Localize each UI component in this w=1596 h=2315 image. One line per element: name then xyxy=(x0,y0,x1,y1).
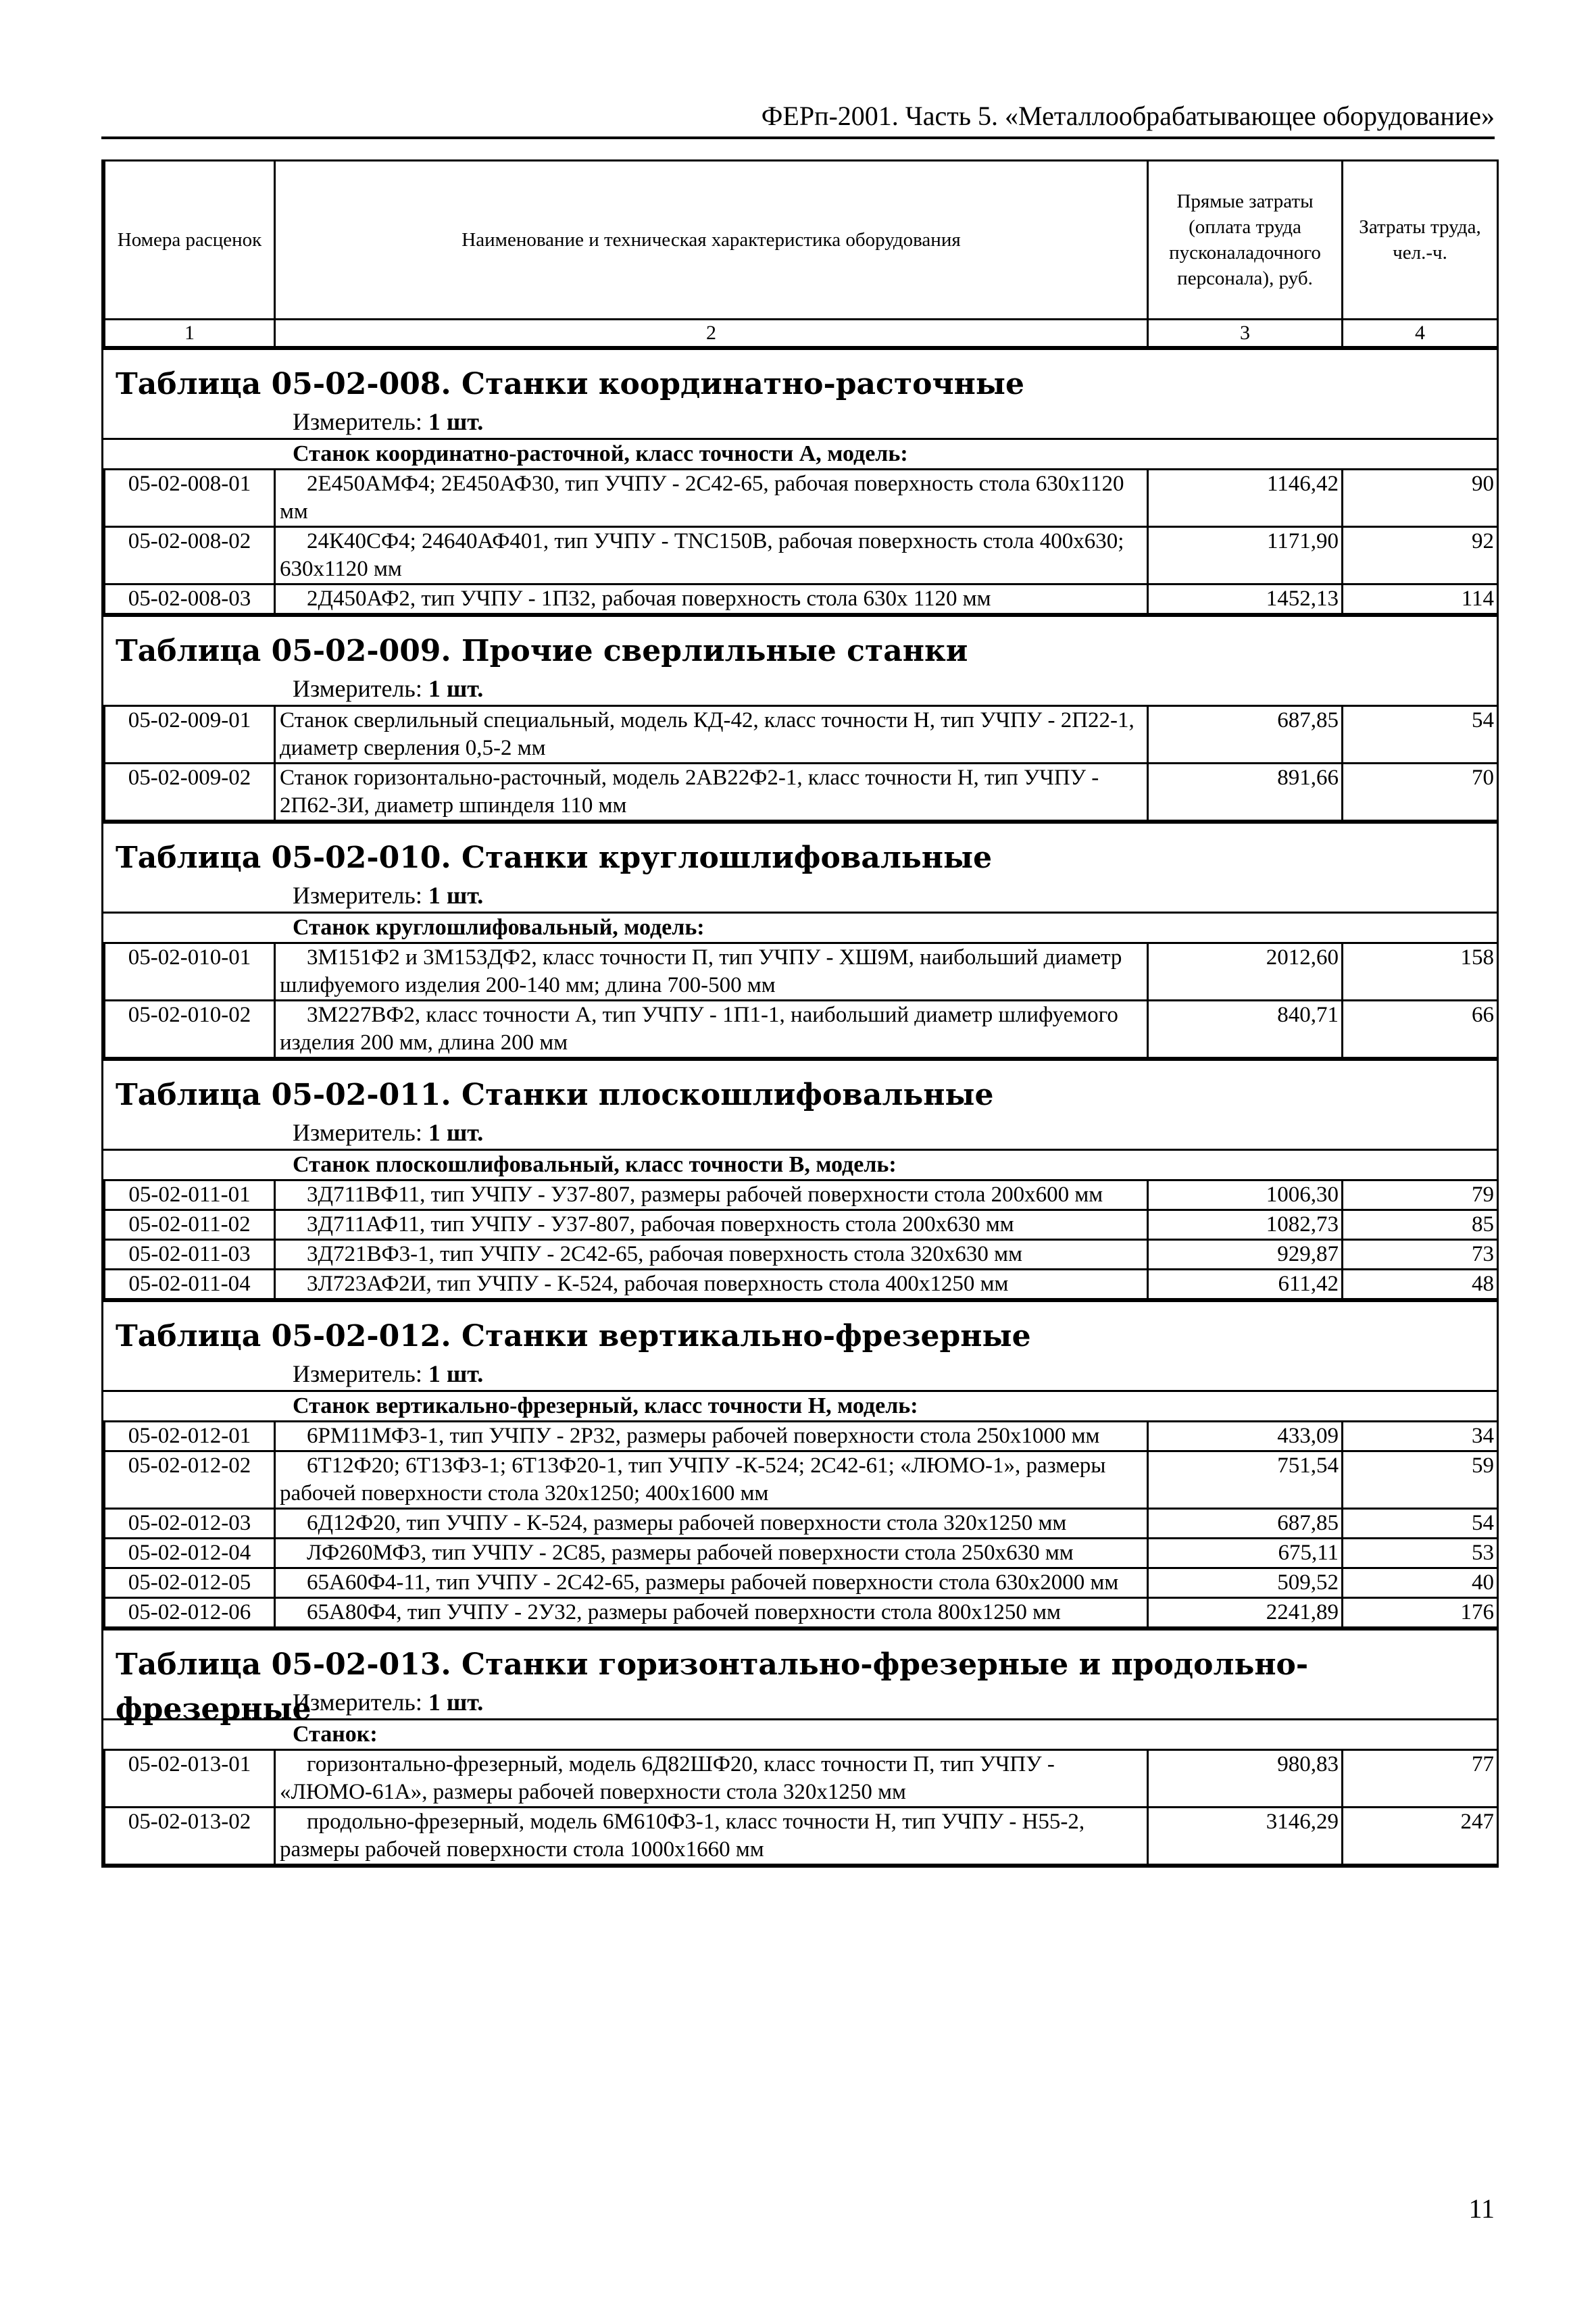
unit-line xyxy=(103,880,1497,912)
rate-table-section xyxy=(103,1628,1497,1866)
rate-tables xyxy=(103,348,1497,1866)
unit-line xyxy=(103,1359,1497,1390)
labor-hours: 70 xyxy=(1343,764,1498,821)
table-title: Таблица 05-02-013. Станки горизонтально-фрезерные и продольно-фрезерные xyxy=(116,1647,1309,1726)
equipment-description: Станок сверлильный специальный, модель КД-42, класс точности Н, тип УЧПУ - 2П22-1, диаметр сверления 0,5-2 мм xyxy=(275,706,1148,764)
direct-cost: 675,11 xyxy=(1148,1539,1343,1568)
labor-hours: 176 xyxy=(1343,1598,1498,1628)
table-subheader: Станок плоскошлифовальный, класс точности В, модель: xyxy=(103,1149,1497,1179)
direct-cost: 611,42 xyxy=(1148,1270,1343,1299)
labor-hours: 34 xyxy=(1343,1422,1498,1451)
labor-hours: 77 xyxy=(1343,1750,1498,1808)
equipment-description-text: 6РМ11МФ3-1, тип УЧПУ - 2Р32, размеры рабочей поверхности стола 250х1000 мм xyxy=(307,1424,1100,1448)
table-row xyxy=(105,706,1498,764)
direct-cost: 1146,42 xyxy=(1148,470,1343,527)
unit-line xyxy=(103,1687,1497,1718)
direct-cost: 2241,89 xyxy=(1148,1598,1343,1628)
equipment-description-text: 3Л723АФ2И, тип УЧПУ - К-524, рабочая поверхность стола 400х1250 мм xyxy=(307,1272,1009,1296)
rate-table-section xyxy=(103,1300,1497,1628)
labor-hours: 48 xyxy=(1343,1270,1498,1299)
table-row xyxy=(105,1539,1498,1568)
direct-cost: 980,83 xyxy=(1148,1750,1343,1808)
direct-cost: 1171,90 xyxy=(1148,527,1343,584)
labor-hours: 90 xyxy=(1343,470,1498,527)
equipment-description-text: 3М227ВФ2, класс точности А, тип УЧПУ - 1П1-1, наибольший диаметр шлифуемого изделия 200 мм, длина 200 мм xyxy=(280,1003,1118,1055)
rate-code: 05-02-008-01 xyxy=(105,470,275,527)
rate-code: 05-02-008-03 xyxy=(105,584,275,614)
direct-cost: 929,87 xyxy=(1148,1240,1343,1270)
table-subheader: Станок круглошлифовальный, модель: xyxy=(103,912,1497,942)
unit-line xyxy=(103,1118,1497,1149)
column-number: 1 xyxy=(105,320,275,347)
equipment-description-text: 65А80Ф4, тип УЧПУ - 2У32, размеры рабочей поверхности стола 800х1250 мм xyxy=(307,1600,1061,1624)
rate-code: 05-02-011-03 xyxy=(105,1240,275,1270)
equipment-description xyxy=(275,1750,1148,1808)
direct-cost: 1082,73 xyxy=(1148,1210,1343,1240)
labor-hours: 53 xyxy=(1343,1539,1498,1568)
labor-hours: 114 xyxy=(1343,584,1498,614)
table-subheader: Станок вертикально-фрезерный, класс точности Н, модель: xyxy=(103,1390,1497,1420)
unit-value: 1 шт. xyxy=(428,408,484,435)
direct-cost: 509,52 xyxy=(1148,1568,1343,1598)
table-row xyxy=(105,584,1498,614)
column-number: 3 xyxy=(1148,320,1343,347)
header-direct-cost: Прямые затраты (оплата труда пусконаладочного персонала), руб. xyxy=(1148,161,1343,320)
rate-code: 05-02-011-04 xyxy=(105,1270,275,1299)
rate-code: 05-02-013-02 xyxy=(105,1808,275,1865)
rate-code: 05-02-013-01 xyxy=(105,1750,275,1808)
equipment-description xyxy=(275,1509,1148,1539)
table-row xyxy=(105,1451,1498,1509)
equipment-description-text: ЛФ260МФ3, тип УЧПУ - 2С85, размеры рабочей поверхности стола 250х630 мм xyxy=(307,1541,1074,1565)
equipment-description-text: 6Д12Ф20, тип УЧПУ - К-524, размеры рабочей поверхности стола 320х1250 мм xyxy=(307,1511,1067,1535)
direct-cost: 891,66 xyxy=(1148,764,1343,821)
equipment-description-text: 3Д721ВФ3-1, тип УЧПУ - 2С42-65, рабочая поверхность стола 320х630 мм xyxy=(307,1242,1022,1266)
equipment-description xyxy=(275,527,1148,584)
table-row xyxy=(105,470,1498,527)
equipment-description xyxy=(275,1568,1148,1598)
equipment-description xyxy=(275,1451,1148,1509)
table-title: Таблица 05-02-008. Станки координатно-расточные xyxy=(116,367,1024,401)
equipment-description xyxy=(275,1001,1148,1058)
table-title: Таблица 05-02-010. Станки круглошлифовальные xyxy=(116,841,993,875)
rate-table-section xyxy=(103,822,1497,1059)
table-row xyxy=(105,1598,1498,1628)
equipment-description xyxy=(275,1808,1148,1865)
rate-rows-table xyxy=(103,468,1499,615)
equipment-description-text: 2Е450АМФ4; 2Е450АФ30, тип УЧПУ - 2С42-65, рабочая поверхность стола 630х1120 мм xyxy=(280,472,1124,524)
table-row xyxy=(105,764,1498,821)
table-title: Таблица 05-02-011. Станки плоскошлифовальные xyxy=(116,1078,994,1112)
rate-code: 05-02-008-02 xyxy=(105,527,275,584)
equipment-description: Станок горизонтально-расточный, модель 2АВ22Ф2-1, класс точности Н, тип УЧПУ - 2П62-3И, диаметр шпинделя 110 мм xyxy=(275,764,1148,821)
unit-label: Измеритель: xyxy=(293,1360,422,1387)
page-number: 11 xyxy=(1468,2193,1495,2224)
column-number: 2 xyxy=(275,320,1148,347)
rate-table-section xyxy=(103,1059,1497,1300)
header-name: Наименование и техническая характеристика оборудования xyxy=(275,161,1148,320)
rate-code: 05-02-011-01 xyxy=(105,1180,275,1210)
direct-cost: 2012,60 xyxy=(1148,943,1343,1001)
direct-cost: 3146,29 xyxy=(1148,1808,1343,1865)
unit-label: Измеритель: xyxy=(293,675,422,702)
direct-cost: 687,85 xyxy=(1148,706,1343,764)
rate-code: 05-02-009-02 xyxy=(105,764,275,821)
equipment-description-text: 24К40СФ4; 24640АФ401, тип УЧПУ - TNC150B, рабочая поверхность стола 400х630; 630х1120 мм xyxy=(280,529,1124,581)
labor-hours: 54 xyxy=(1343,1509,1498,1539)
direct-cost: 1006,30 xyxy=(1148,1180,1343,1210)
rate-code: 05-02-012-02 xyxy=(105,1451,275,1509)
rate-rows-table xyxy=(103,705,1499,822)
rate-rows-table xyxy=(103,1749,1499,1866)
equipment-description xyxy=(275,1598,1148,1628)
table-row xyxy=(105,1808,1498,1865)
table-title: Таблица 05-02-009. Прочие сверлильные станки xyxy=(116,634,968,668)
rate-rows-table xyxy=(103,1420,1499,1628)
table-row xyxy=(105,1210,1498,1240)
labor-hours: 85 xyxy=(1343,1210,1498,1240)
rate-code: 05-02-010-01 xyxy=(105,943,275,1001)
header-code: Номера расценок xyxy=(105,161,275,320)
rate-rows-table xyxy=(103,1179,1499,1300)
equipment-description-text: 65А60Ф4-11, тип УЧПУ - 2С42-65, размеры рабочей поверхности стола 630х2000 мм xyxy=(307,1570,1119,1595)
header-labor: Затраты труда, чел.-ч. xyxy=(1343,161,1498,320)
equipment-description-text: 6Т12Ф20; 6Т13Ф3-1; 6Т13Ф20-1, тип УЧПУ -К-524; 2С42-61; «ЛЮМО-1», размеры рабочей поверхности стола 320х1250; 400х1600 мм xyxy=(280,1453,1106,1505)
table-row xyxy=(105,943,1498,1001)
table-row xyxy=(105,527,1498,584)
table-row xyxy=(105,1568,1498,1598)
rate-code: 05-02-012-05 xyxy=(105,1568,275,1598)
unit-value: 1 шт. xyxy=(428,882,484,909)
direct-cost: 751,54 xyxy=(1148,1451,1343,1509)
labor-hours: 40 xyxy=(1343,1568,1498,1598)
labor-hours: 66 xyxy=(1343,1001,1498,1058)
unit-value: 1 шт. xyxy=(428,1119,484,1146)
rate-code: 05-02-010-02 xyxy=(105,1001,275,1058)
rate-table-section xyxy=(103,348,1497,615)
equipment-description-text: 2Д450АФ2, тип УЧПУ - 1П32, рабочая поверхность стола 630х 1120 мм xyxy=(307,587,991,611)
direct-cost: 1452,13 xyxy=(1148,584,1343,614)
rate-code: 05-02-012-06 xyxy=(105,1598,275,1628)
labor-hours: 92 xyxy=(1343,527,1498,584)
rate-code: 05-02-012-04 xyxy=(105,1539,275,1568)
labor-hours: 247 xyxy=(1343,1808,1498,1865)
labor-hours: 59 xyxy=(1343,1451,1498,1509)
direct-cost: 840,71 xyxy=(1148,1001,1343,1058)
equipment-description xyxy=(275,943,1148,1001)
table-row xyxy=(105,1240,1498,1270)
labor-hours: 79 xyxy=(1343,1180,1498,1210)
column-number: 4 xyxy=(1343,320,1498,347)
equipment-description-text: 3Д711АФ11, тип УЧПУ - У37-807, рабочая поверхность стола 200х630 мм xyxy=(307,1212,1014,1237)
unit-value: 1 шт. xyxy=(428,675,484,702)
table-row xyxy=(105,1001,1498,1058)
direct-cost: 433,09 xyxy=(1148,1422,1343,1451)
direct-cost: 687,85 xyxy=(1148,1509,1343,1539)
equipment-description xyxy=(275,470,1148,527)
rate-table-section xyxy=(103,615,1497,822)
equipment-description xyxy=(275,1180,1148,1210)
unit-value: 1 шт. xyxy=(428,1360,484,1387)
unit-line xyxy=(103,674,1497,705)
unit-value: 1 шт. xyxy=(428,1689,484,1716)
labor-hours: 158 xyxy=(1343,943,1498,1001)
header-rule xyxy=(101,136,1495,139)
table-row xyxy=(105,1422,1498,1451)
table-row xyxy=(105,1750,1498,1808)
equipment-description-text: продольно-фрезерный, модель 6М610Ф3-1, класс точности Н, тип УЧПУ - Н55-2, размеры рабочей поверхности стола 1000х1660 мм xyxy=(280,1810,1085,1862)
equipment-description xyxy=(275,1539,1148,1568)
column-header-table xyxy=(103,159,1499,348)
table-subheader: Станок координатно-расточной, класс точности А, модель: xyxy=(103,438,1497,468)
equipment-description xyxy=(275,1422,1148,1451)
equipment-description xyxy=(275,1210,1148,1240)
equipment-description-text: 3Д711ВФ11, тип УЧПУ - У37-807, размеры рабочей поверхности стола 200х600 мм xyxy=(307,1183,1103,1207)
equipment-description xyxy=(275,1270,1148,1299)
table-row xyxy=(105,1180,1498,1210)
running-head: ФЕРп-2001. Часть 5. «Металлообрабатывающее оборудование» xyxy=(761,101,1495,131)
rate-code: 05-02-009-01 xyxy=(105,706,275,764)
labor-hours: 73 xyxy=(1343,1240,1498,1270)
unit-label: Измеритель: xyxy=(293,408,422,435)
table-subheader: Станок: xyxy=(103,1718,1497,1749)
unit-label: Измеритель: xyxy=(293,882,422,909)
unit-line xyxy=(103,407,1497,438)
rate-code: 05-02-012-03 xyxy=(105,1509,275,1539)
table-row xyxy=(105,1509,1498,1539)
unit-label: Измеритель: xyxy=(293,1689,422,1716)
equipment-description xyxy=(275,1240,1148,1270)
unit-label: Измеритель: xyxy=(293,1119,422,1146)
labor-hours: 54 xyxy=(1343,706,1498,764)
rate-rows-table xyxy=(103,942,1499,1059)
equipment-description-text: горизонтально-фрезерный, модель 6Д82ШФ20, класс точности П, тип УЧПУ - «ЛЮМО-61А», размеры рабочей поверхности стола 320х1250 мм xyxy=(280,1752,1055,1804)
equipment-description-text: 3М151Ф2 и 3М153ДФ2, класс точности П, тип УЧПУ - ХШ9М, наибольший диаметр шлифуемого изделия 200-140 мм; длина 700-500 мм xyxy=(280,945,1122,997)
rate-code: 05-02-011-02 xyxy=(105,1210,275,1240)
table-row xyxy=(105,1270,1498,1299)
equipment-description xyxy=(275,584,1148,614)
rate-code: 05-02-012-01 xyxy=(105,1422,275,1451)
price-sheet xyxy=(101,159,1499,1868)
table-title: Таблица 05-02-012. Станки вертикально-фрезерные xyxy=(116,1319,1031,1353)
